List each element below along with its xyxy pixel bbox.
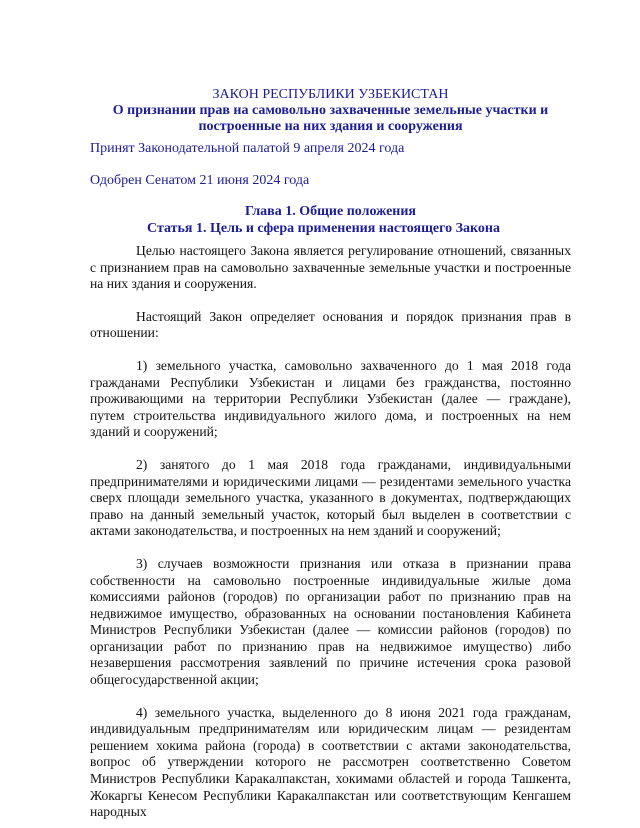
paragraph: Целью настоящего Закона является регулирование отношений, связанных с признанием прав на самовольно захваченные земельные участки и построенные на них здания и сооружения. <box>90 243 571 292</box>
paragraph: Настоящий Закон определяет основания и порядок признания прав в отношении: <box>90 308 571 341</box>
list-item: 4) земельного участка, выделенного до 8 июня 2021 года гражданам, индивидуальным предпринимателям или юридическим лицам — резидентам решением хокима района (города) в соответствии с актами законодательства, вопрос об утверждении которого не рассмотрен соответственно Советом Министров Республики Каракалпакстан, хокимами областей и города Ташкента, Жокаргы Кенесом Республики Каракалпакстан или соответствующим Кенгашем народных <box>90 704 571 820</box>
chapter-heading: Глава 1. Общие положения <box>244 204 416 219</box>
law-title: ЗАКОН РЕСПУБЛИКИ УЗБЕКИСТАН <box>212 87 449 102</box>
list-item: 1) земельного участка, самовольно захваченного до 1 мая 2018 года гражданами Республики Узбекистан и лицами без гражданства, постоянно проживающими на территории Республики Узбекистан (далее — граждане), путем строительства индивидуального жилого дома, и построенных на нем зданий и сооружений; <box>90 357 571 440</box>
adopted-date: Принят Законодательной палатой 9 апреля 2024 года <box>90 141 405 156</box>
list-item: 2) занятого до 1 мая 2018 года гражданами, индивидуальными предпринимателями и юридическими лицами — резидентами земельного участка сверх площади земельного участка, указанного в документах, подтверждающих право на данный земельный участок, который был выделен в соответствии с актами законодательства, и построенных на нем зданий и сооружений; <box>90 456 571 539</box>
list-item: 3) случаев возможности признания или отказа в признании права собственности на самовольно построенные индивидуальные жилые дома комиссиями районов (городов) по организации работ по признанию прав на недвижимое имущество, образованных на основании постановления Кабинета Министров Республики Узбекистан (далее — комиссии районов (городов) по организации работ по признанию прав на недвижимое имущество) либо незавершения рассмотрения заявлений по причине истечения срока разовой общегосударственной акции; <box>90 555 571 688</box>
article-heading: Статья 1. Цель и сфера применения настоящего Закона <box>147 221 500 236</box>
document-page <box>90 86 571 821</box>
approved-date: Одобрен Сенатом 21 июня 2024 года <box>90 173 310 188</box>
law-subtitle: О признании прав на самовольно захваченные земельные участки и построенные на них здания и сооружения <box>112 103 549 134</box>
